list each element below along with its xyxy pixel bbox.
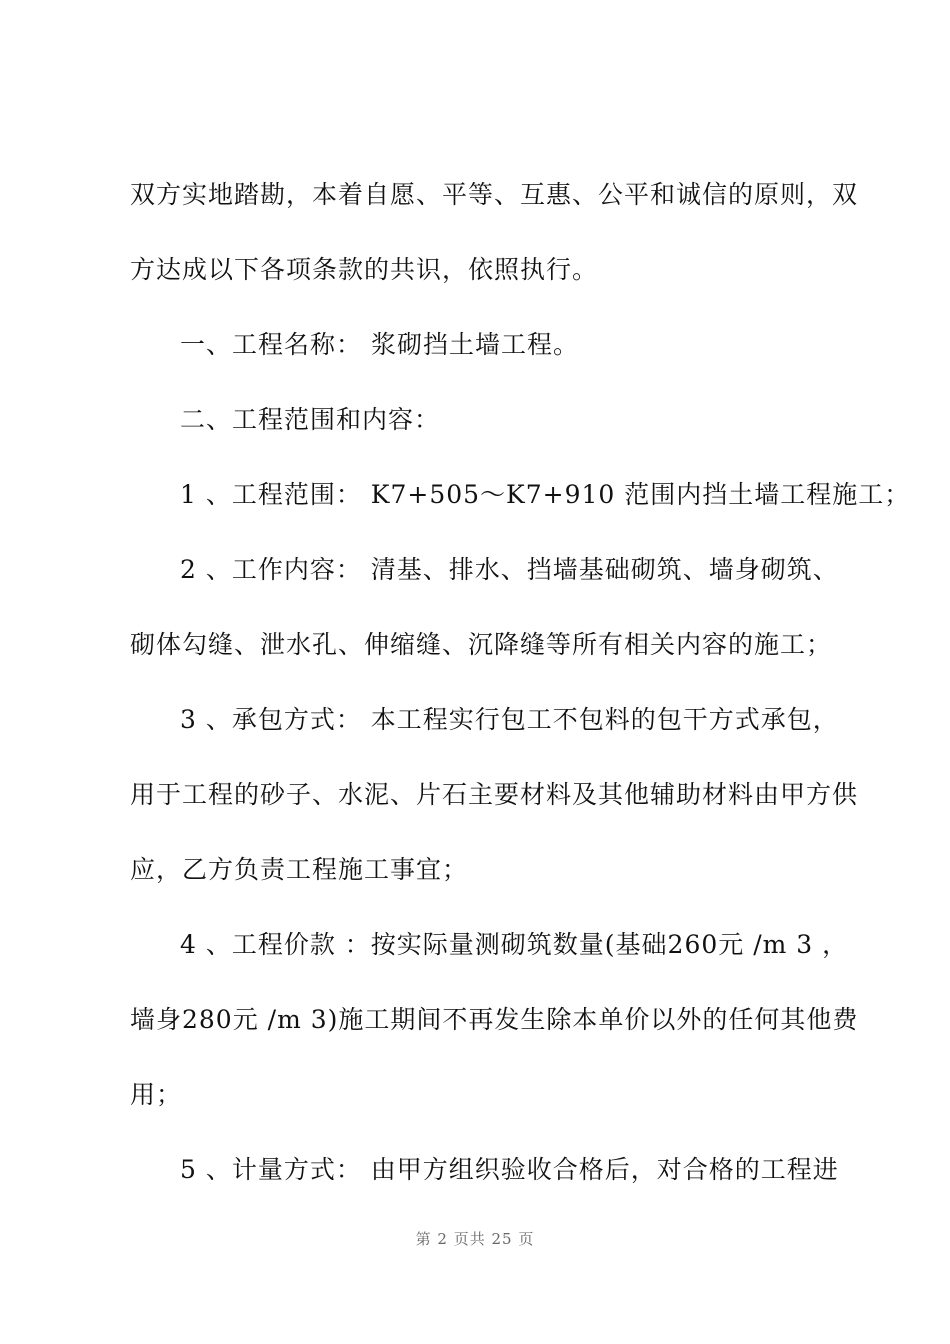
clause-2-work-content: 2 、工作内容： 清基、排水、挡墙基础砌筑、墙身砌筑、	[180, 555, 839, 584]
body-text-line-1: 双方实地踏勘，本着自愿、平等、互惠、公平和诚信的原则，双	[130, 180, 859, 209]
clause-3-continuation-2: 应，乙方负责工程施工事宜；	[130, 855, 469, 884]
clause-4-price: 4 、工程价款 ：按实际量测砌筑数量(基础260元 /m 3 ，	[180, 930, 849, 959]
body-text-line-2: 方达成以下各项条款的共识，依照执行。	[130, 255, 599, 284]
clause-2-continuation: 砌体勾缝、泄水孔、伸缩缝、沉降缝等所有相关内容的施工；	[130, 630, 833, 659]
section-heading-project-name: 一、工程名称： 浆砌挡土墙工程。	[180, 330, 579, 359]
section-heading-scope: 二、工程范围和内容：	[180, 405, 441, 434]
clause-4-continuation-1: 墙身280元 /m 3)施工期间不再发生除本单价以外的任何其他费	[130, 1005, 859, 1034]
clause-4-continuation-2: 用；	[130, 1080, 183, 1109]
clause-1-scope: 1 、工程范围： K7+505～K7+910 范围内挡土墙工程施工；	[180, 480, 911, 509]
clause-5-measurement: 5 、计量方式： 由甲方组织验收合格后，对合格的工程进	[180, 1155, 839, 1184]
clause-3-continuation-1: 用于工程的砂子、水泥、片石主要材料及其他辅助材料由甲方供	[130, 780, 859, 809]
clause-3-contract-method: 3 、承包方式： 本工程实行包工不包料的包干方式承包，	[180, 705, 839, 734]
page-number-footer: 第 2 页共 25 页	[415, 1230, 535, 1248]
